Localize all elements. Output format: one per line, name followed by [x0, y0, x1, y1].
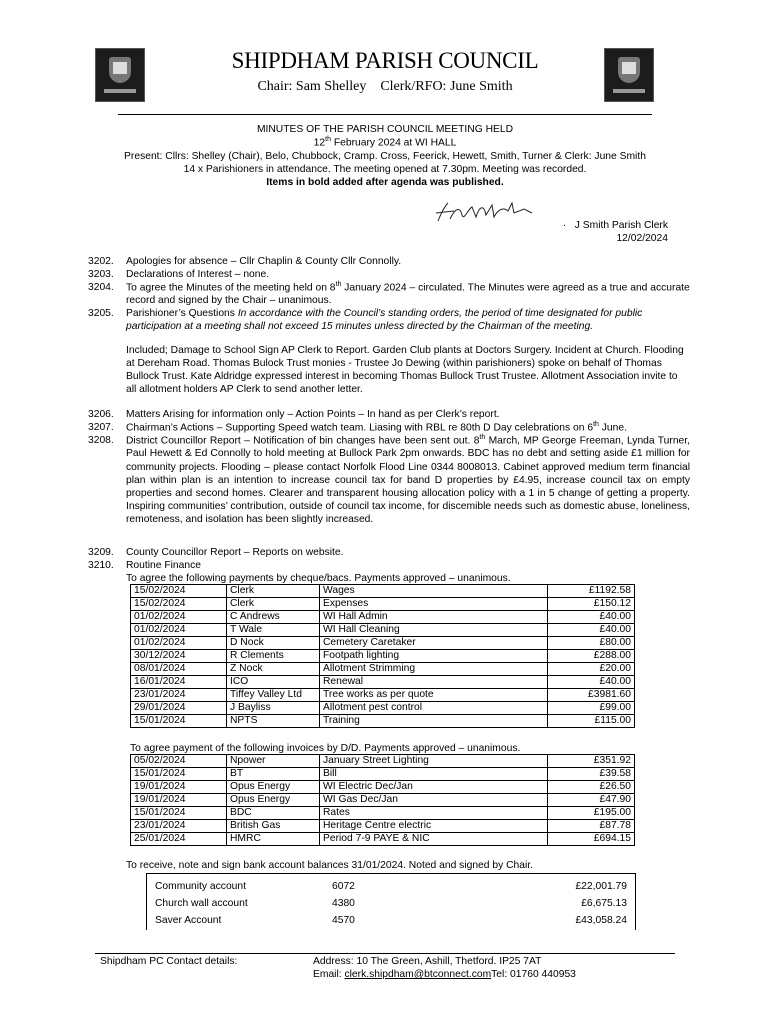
agenda-item-3203: 3203. Declarations of Interest – none.	[88, 269, 270, 280]
balance-row: Community account 6072 £22,001.79	[155, 881, 627, 892]
description-cell: Allotment Strimming	[320, 663, 548, 676]
description-cell: Rates	[320, 807, 548, 820]
date-cell: 15/02/2024	[131, 598, 227, 611]
signed-date: 12/02/2024	[616, 233, 668, 245]
amount-cell: £150.12	[548, 598, 635, 611]
meeting-header	[95, 123, 675, 189]
cheque-payment-row	[131, 598, 635, 611]
amount-cell: £195.00	[548, 807, 635, 820]
date-cell: 23/01/2024	[131, 689, 227, 702]
agenda-item-3208: 3208. District Councillor Report – Notification of bin changes have been sent out. 8th March, MP George Freeman, Lynda Turner, Paul Hewett & Ed Connolly to hold meeting at Bullock Park 2pm onwards. BDC has no debt and setting aside £1 million for community projects. Flooding – please contact Norfolk Flood Line 0344 8008013. Cabinet approved medium term financial plan within plan is an intention to increase council tax for band D properties by £4.95, increase council tax on empty properties and second homes. Clearer and transparent housing allocation policy with a 1 in 5 change of getting a property. Inspiring communities’ contribution, outside of council tax income, for discemible needs such as domestic abuse, loneliness, remoteness, and isolation has been slightly increased.	[88, 434, 690, 525]
description-cell: January Street Lighting	[320, 755, 548, 768]
public-participation-notes: Included; Damage to School Sign AP Clerk to Report. Garden Club plants at Doctors Surgery. Incident at Church. Flooding at Dereham Road. Thomas Bulock Trust monies - Trustee Jo Dewing (within parishioners) spoke on behalf of Thomas Bullock Trust. Kate Aldridge expressed interest in becoming Thomas Bullock Trust Trustee. Allotment Association invite to all allotment holders AP Clerk to send another letter.	[126, 345, 684, 396]
description-cell: Period 7-9 PAYE & NIC	[320, 833, 548, 846]
amount-cell: £40.00	[548, 676, 635, 689]
balances-intro: To receive, note and sign bank account balances 31/01/2024. Noted and signed by Chair.	[126, 860, 534, 871]
amount-cell: £40.00	[548, 624, 635, 637]
payee-cell: T Wale	[227, 624, 320, 637]
description-cell: Bill	[320, 768, 548, 781]
clerk-name: Clerk/RFO: June Smith	[380, 79, 513, 94]
email-link[interactable]: clerk.shipdham@btconnect.com	[344, 969, 492, 980]
dd-payment-row	[131, 820, 635, 833]
date-cell: 19/01/2024	[131, 781, 227, 794]
cheque-payment-row	[131, 611, 635, 624]
cheque-payments-table	[130, 584, 635, 728]
date-cell: 01/02/2024	[131, 637, 227, 650]
description-cell: WI Hall Admin	[320, 611, 548, 624]
balance-row: Church wall account 4380 £6,675.13	[155, 898, 627, 909]
cheque-payment-row	[131, 663, 635, 676]
footer-contact: Email: clerk.shipdham@btconnect.comTel: 01760 440953	[313, 969, 576, 980]
description-cell: WI Electric Dec/Jan	[320, 781, 548, 794]
payee-cell: ICO	[227, 676, 320, 689]
description-cell: Allotment pest control	[320, 702, 548, 715]
description-cell: Cemetery Caretaker	[320, 637, 548, 650]
footer-tel: Tel: 01760 440953	[491, 969, 576, 980]
payee-cell: HMRC	[227, 833, 320, 846]
footer-address: Address: 10 The Green, Ashill, Thetford. IP25 7AT	[313, 956, 542, 967]
agenda-item-3206: 3206. Matters Arising for information only – Action Points – In hand as per Clerk’s report.	[88, 409, 500, 420]
payee-cell: Tiffey Valley Ltd	[227, 689, 320, 702]
amount-cell: £694.15	[548, 833, 635, 846]
payee-cell: BDC	[227, 807, 320, 820]
cheque-payment-row	[131, 702, 635, 715]
agenda-item-3210: 3210. Routine Finance	[88, 560, 201, 571]
description-cell: Footpath lighting	[320, 650, 548, 663]
dd-payment-row	[131, 833, 635, 846]
payee-cell: NPTS	[227, 715, 320, 728]
header-divider	[118, 114, 652, 115]
date-cell: 25/01/2024	[131, 833, 227, 846]
footer-divider	[95, 953, 675, 954]
cheque-payment-row	[131, 676, 635, 689]
cheque-payment-row	[131, 689, 635, 702]
amount-cell: £1192.58	[548, 585, 635, 598]
date-cell: 08/01/2024	[131, 663, 227, 676]
dd-payments-table	[130, 754, 635, 846]
payee-cell: D Nock	[227, 637, 320, 650]
date-cell: 29/01/2024	[131, 702, 227, 715]
amount-cell: £20.00	[548, 663, 635, 676]
agenda-item-3209: 3209. County Councillor Report – Reports on website.	[88, 547, 344, 558]
description-cell: Training	[320, 715, 548, 728]
date-cell: 19/01/2024	[131, 794, 227, 807]
amount-cell: £99.00	[548, 702, 635, 715]
payee-cell: BT	[227, 768, 320, 781]
date-cell: 01/02/2024	[131, 611, 227, 624]
cheque-payment-row	[131, 715, 635, 728]
dd-payment-row	[131, 794, 635, 807]
description-cell: Wages	[320, 585, 548, 598]
date-cell: 15/01/2024	[131, 768, 227, 781]
date-cell: 15/01/2024	[131, 807, 227, 820]
signature-bullet: ·	[562, 220, 567, 231]
payee-cell: Clerk	[227, 585, 320, 598]
date-cell: 01/02/2024	[131, 624, 227, 637]
agenda-item-3202: 3202. Apologies for absence – Cllr Chaplin & County Cllr Connolly.	[88, 256, 402, 267]
date-cell: 15/01/2024	[131, 715, 227, 728]
amount-cell: £351.92	[548, 755, 635, 768]
payee-cell: Npower	[227, 755, 320, 768]
payee-cell: R Clements	[227, 650, 320, 663]
council-officers	[0, 78, 770, 96]
present-list: Present: Cllrs: Shelley (Chair), Belo, Chubbock, Cramp. Cross, Feerick, Hewett, Smith, Turner & Clerk: June Smith	[124, 150, 646, 162]
amount-cell: £87.78	[548, 820, 635, 833]
minutes-heading: MINUTES OF THE PARISH COUNCIL MEETING HELD	[256, 124, 514, 135]
amount-cell: £39.58	[548, 768, 635, 781]
cheque-payment-row	[131, 637, 635, 650]
date-cell: 23/01/2024	[131, 820, 227, 833]
amount-cell: £26.50	[548, 781, 635, 794]
amount-cell: £80.00	[548, 637, 635, 650]
dd-payment-row	[131, 807, 635, 820]
cheque-payment-row	[131, 624, 635, 637]
signed-by: J Smith Parish Clerk	[574, 220, 668, 231]
description-cell: Expenses	[320, 598, 548, 611]
dd-payment-row	[131, 781, 635, 794]
description-cell: Heritage Centre electric	[320, 820, 548, 833]
payee-cell: Opus Energy	[227, 781, 320, 794]
payee-cell: Opus Energy	[227, 794, 320, 807]
council-title: SHIPDHAM PARISH COUNCIL	[231, 48, 539, 73]
attendance-note: 14 x Parishioners in attendance. The meeting opened at 7.30pm. Meeting was recorded.	[183, 163, 587, 175]
date-cell: 16/01/2024	[131, 676, 227, 689]
payee-cell: Clerk	[227, 598, 320, 611]
payee-cell: Z Nock	[227, 663, 320, 676]
amount-cell: £288.00	[548, 650, 635, 663]
date-cell: 15/02/2024	[131, 585, 227, 598]
dd-payments-intro: To agree payment of the following invoices by D/D. Payments approved – unanimous.	[130, 743, 521, 754]
amount-cell: £115.00	[548, 715, 635, 728]
signature-block	[470, 219, 668, 245]
cheque-payment-row	[131, 585, 635, 598]
payee-cell: British Gas	[227, 820, 320, 833]
cheque-payments-intro: To agree the following payments by cheque/bacs. Payments approved – unanimous.	[126, 573, 511, 584]
description-cell: WI Hall Cleaning	[320, 624, 548, 637]
cheque-payment-row	[131, 650, 635, 663]
amount-cell: £47.90	[548, 794, 635, 807]
description-cell: Tree works as per quote	[320, 689, 548, 702]
bold-items-note: Items in bold added after agenda was published.	[266, 176, 504, 188]
description-cell: WI Gas Dec/Jan	[320, 794, 548, 807]
footer-label: Shipdham PC Contact details:	[100, 956, 238, 967]
balance-row: Saver Account 4570 £43,058.24	[155, 915, 627, 926]
bank-balances-box	[146, 873, 636, 930]
payee-cell: J Bayliss	[227, 702, 320, 715]
meeting-date: 12th February 2024 at WI HALL	[313, 136, 457, 149]
payee-cell: C Andrews	[227, 611, 320, 624]
agenda-item-3207: 3207. Chairman’s Actions – Supporting Speed watch team. Liasing with RBL re 80th D Day celebrations on 6th June.	[88, 421, 627, 434]
description-cell: Renewal	[320, 676, 548, 689]
chair-name: Chair: Sam Shelley	[257, 79, 367, 94]
amount-cell: £40.00	[548, 611, 635, 624]
date-cell: 30/12/2024	[131, 650, 227, 663]
agenda-item-3204: 3204. To agree the Minutes of the meeting held on 8th January 2024 – circulated. The Minutes were agreed as a true and accurate record and signed by the Chair – unanimous.	[88, 281, 690, 307]
date-cell: 05/02/2024	[131, 755, 227, 768]
dd-payment-row	[131, 755, 635, 768]
dd-payment-row	[131, 768, 635, 781]
amount-cell: £3981.60	[548, 689, 635, 702]
agenda-item-3205: 3205. Parishioner’s Questions In accordance with the Council’s standing orders, the period of time designated for public participation at a meeting shall not exceed 15 minutes unless directed by the Chairman of the meeting.	[88, 308, 643, 333]
